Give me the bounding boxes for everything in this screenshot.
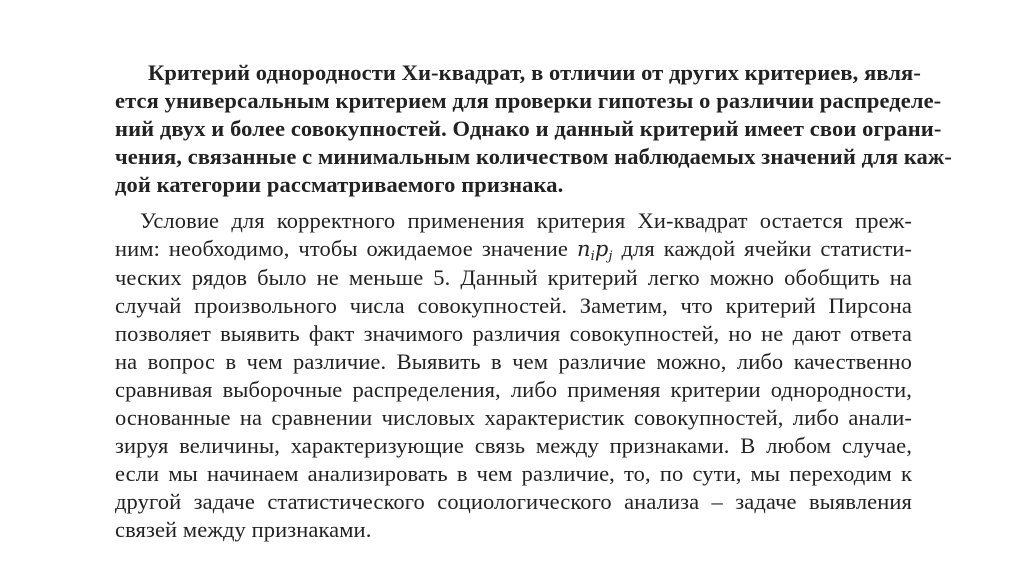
paragraph-2-line-5: позволяет выявить факт значимого различия совокупностей, но не дают ответа xyxy=(115,321,912,346)
formula-p: p xyxy=(594,237,609,261)
paragraph-2-line-2 xyxy=(115,235,912,263)
formula-n: n xyxy=(576,237,591,261)
formula-j: j xyxy=(608,249,613,264)
paragraph-1-line-4: чения, связанные с минимальным количеством наблюдаемых значений для каж- xyxy=(115,144,952,169)
paragraph-2-line-2-start: ним: необходимо, чтобы ожидаемое значение xyxy=(115,236,569,261)
paragraph-2-line-4: случай произвольного числа совокупностей. Заметим, что критерий Пирсона xyxy=(115,293,912,318)
paragraph-2-line-9: зируя величины, характеризующие связь между признаками. В любом случае, xyxy=(115,433,912,458)
paragraph-1-line-5: дой категории рассматриваемого признака. xyxy=(115,172,564,197)
paragraph-2-line-1: Условие для корректного применения критерия Хи-квадрат остается преж- xyxy=(140,208,912,233)
paragraph-2-line-6: на вопрос в чем различие. Выявить в чем различие можно, либо качественно xyxy=(115,349,912,374)
paragraph-1-line-3: ний двух и более совокупностей. Однако и данный критерий имеет свои ограни- xyxy=(115,116,942,141)
paragraph-2-line-8: основанные на сравнении числовых характеристик совокупностей, либо анали- xyxy=(115,405,912,430)
paragraph-2-line-3: ческих рядов было не меньше 5. Данный критерий легко можно обобщить на xyxy=(115,265,912,290)
formula-nipj xyxy=(576,237,613,264)
formula-i: i xyxy=(590,249,595,264)
paragraph-2-line-7: сравнивая выборочные распределения, либо применяя критерии однородности, xyxy=(115,377,912,402)
paragraph-1-line-2: ется универсальным критерием для проверки гипотезы о различии распределе- xyxy=(115,88,942,113)
paragraph-2-line-10: если мы начинаем анализировать в чем различие, то, по сути, мы переходим к xyxy=(115,461,912,486)
paragraph-1-line-1: Критерий однородности Хи-квадрат, в отличии от других критериев, явля- xyxy=(148,60,921,85)
paragraph-2-line-2-end: для каждой ячейки статисти- xyxy=(621,236,913,261)
paragraph-2-line-12: связей между признаками. xyxy=(115,517,372,542)
paragraph-2-line-11: другой задаче статистического социологического анализа – задаче выявления xyxy=(115,489,912,514)
